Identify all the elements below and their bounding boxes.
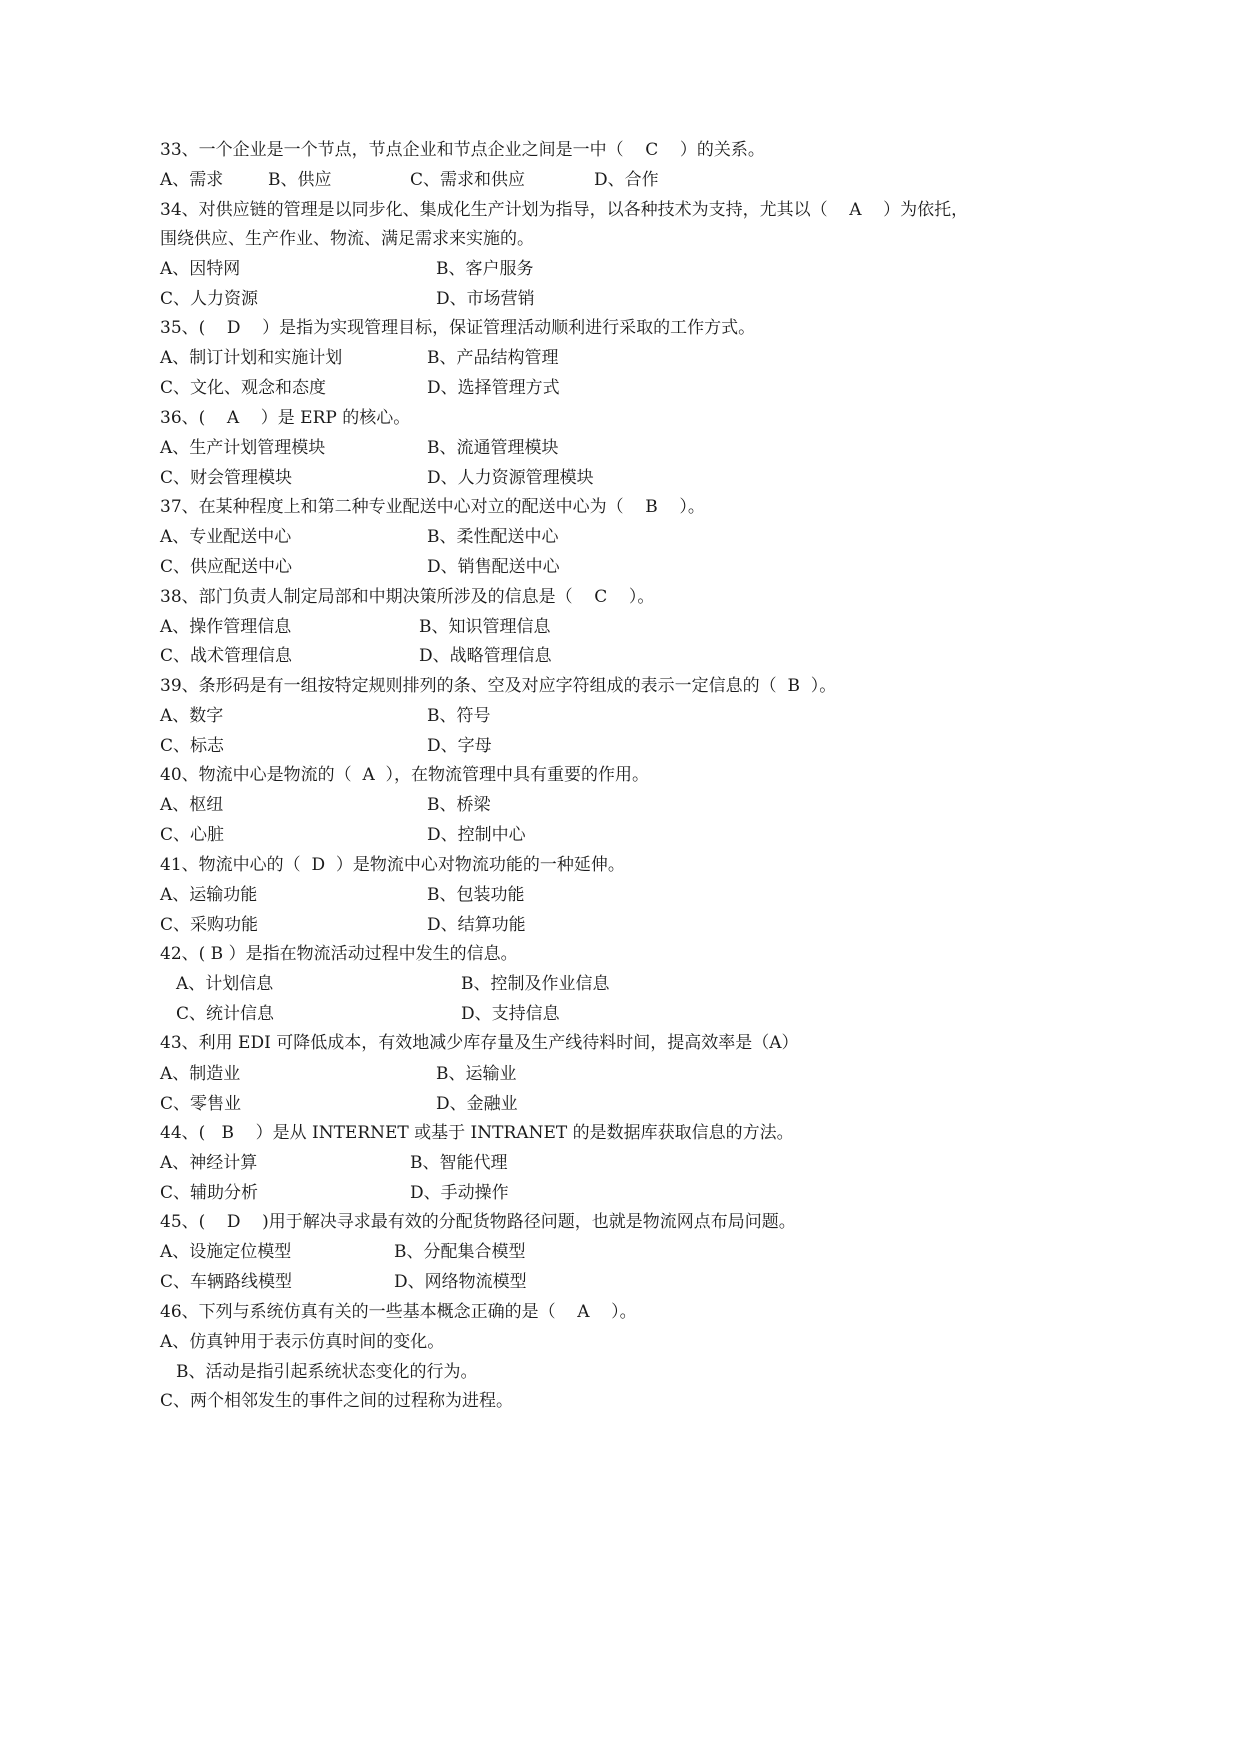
option-text: D、销售配送中心 (427, 557, 560, 577)
option-text: B、桥梁 (427, 795, 491, 815)
question-text: 46、下列与系统仿真有关的一些基本概念正确的是（ A ）。 (160, 1302, 637, 1322)
question-text: 44、( B ）是从 INTERNET 或基于 INTRANET 的是数据库获取信息的方法。 (160, 1123, 794, 1143)
option-text: D、结算功能 (427, 915, 526, 935)
option-text: C、统计信息 (176, 1004, 275, 1024)
question-text: 36、( A ）是 ERP 的核心。 (160, 408, 411, 428)
option-text: A、制订计划和实施计划 (160, 348, 343, 368)
option-text: C、辅助分析 (160, 1183, 259, 1203)
option-text: B、产品结构管理 (427, 348, 559, 368)
option-text: D、网络物流模型 (394, 1272, 527, 1292)
option-text: D、合作 (594, 170, 659, 190)
option-text: A、计划信息 (176, 974, 274, 994)
option-text: B、包装功能 (427, 885, 525, 905)
option-text: C、车辆路线模型 (160, 1272, 293, 1292)
option-text: C、需求和供应 (410, 170, 526, 190)
question-text: 38、部门负责人制定局部和中期决策所涉及的信息是（ C ）。 (160, 587, 655, 607)
question-text: 40、物流中心是物流的（ A ），在物流管理中具有重要的作用。 (160, 765, 650, 785)
option-text: D、手动操作 (410, 1183, 509, 1203)
option-text: B、供应 (268, 170, 332, 190)
question-text: 34、对供应链的管理是以同步化、集成化生产计划为指导，以各种技术为支持，尤其以（ A ）为依托， (160, 200, 969, 220)
option-text: D、支持信息 (461, 1004, 560, 1024)
option-text: C、采购功能 (160, 915, 259, 935)
option-text: A、神经计算 (160, 1153, 258, 1173)
question-text: B、活动是指引起系统状态变化的行为。 (176, 1362, 478, 1382)
option-text: C、供应配送中心 (160, 557, 293, 577)
option-text: D、选择管理方式 (427, 378, 560, 398)
option-text: A、需求 (160, 170, 224, 190)
question-text: 42、( B ）是指在物流活动过程中发生的信息。 (160, 944, 518, 964)
option-text: A、数字 (160, 706, 224, 726)
option-text: A、制造业 (160, 1064, 241, 1084)
question-text: A、仿真钟用于表示仿真时间的变化。 (160, 1332, 445, 1352)
option-text: A、设施定位模型 (160, 1242, 292, 1262)
question-text: 33、一个企业是一个节点，节点企业和节点企业之间是一中（ C ）的关系。 (160, 140, 765, 160)
option-text: A、运输功能 (160, 885, 258, 905)
option-text: C、人力资源 (160, 289, 259, 309)
option-text: D、金融业 (436, 1094, 518, 1114)
option-text: C、标志 (160, 736, 225, 756)
option-text: A、枢纽 (160, 795, 224, 815)
option-text: B、流通管理模块 (427, 438, 559, 458)
option-text: B、智能代理 (410, 1153, 508, 1173)
option-text: D、人力资源管理模块 (427, 468, 594, 488)
question-text: C、两个相邻发生的事件之间的过程称为进程。 (160, 1391, 514, 1411)
question-text: 35、( D ）是指为实现管理目标，保证管理活动顺利进行采取的工作方式。 (160, 318, 756, 338)
option-text: D、控制中心 (427, 825, 526, 845)
option-text: D、市场营销 (436, 289, 535, 309)
option-text: C、财会管理模块 (160, 468, 293, 488)
option-text: B、分配集合模型 (394, 1242, 526, 1262)
option-text: B、客户服务 (436, 259, 534, 279)
question-text: 45、( D )用于解决寻求最有效的分配货物路径问题，也就是物流网点布局问题。 (160, 1212, 796, 1232)
question-text: 39、条形码是有一组按特定规则排列的条、空及对应字符组成的表示一定信息的（ B ）。 (160, 676, 837, 696)
option-text: B、运输业 (436, 1064, 517, 1084)
option-text: D、战略管理信息 (419, 646, 552, 666)
option-text: A、因特网 (160, 259, 241, 279)
option-text: A、专业配送中心 (160, 527, 292, 547)
question-text: 围绕供应、生产作业、物流、满足需求来实施的。 (160, 229, 534, 249)
option-text: B、知识管理信息 (419, 617, 551, 637)
question-text: 41、物流中心的（ D ）是物流中心对物流功能的一种延伸。 (160, 855, 625, 875)
question-text: 43、利用 EDI 可降低成本，有效地减少库存量及生产线待料时间，提高效率是（A） (160, 1033, 799, 1053)
option-text: B、符号 (427, 706, 491, 726)
option-text: A、操作管理信息 (160, 617, 292, 637)
option-text: B、控制及作业信息 (461, 974, 610, 994)
option-text: C、零售业 (160, 1094, 242, 1114)
option-text: C、心脏 (160, 825, 225, 845)
option-text: C、文化、观念和态度 (160, 378, 327, 398)
option-text: D、字母 (427, 736, 492, 756)
option-text: B、柔性配送中心 (427, 527, 559, 547)
option-text: A、生产计划管理模块 (160, 438, 326, 458)
option-text: C、战术管理信息 (160, 646, 293, 666)
question-text: 37、在某种程度上和第二种专业配送中心对立的配送中心为（ B ）。 (160, 497, 705, 517)
